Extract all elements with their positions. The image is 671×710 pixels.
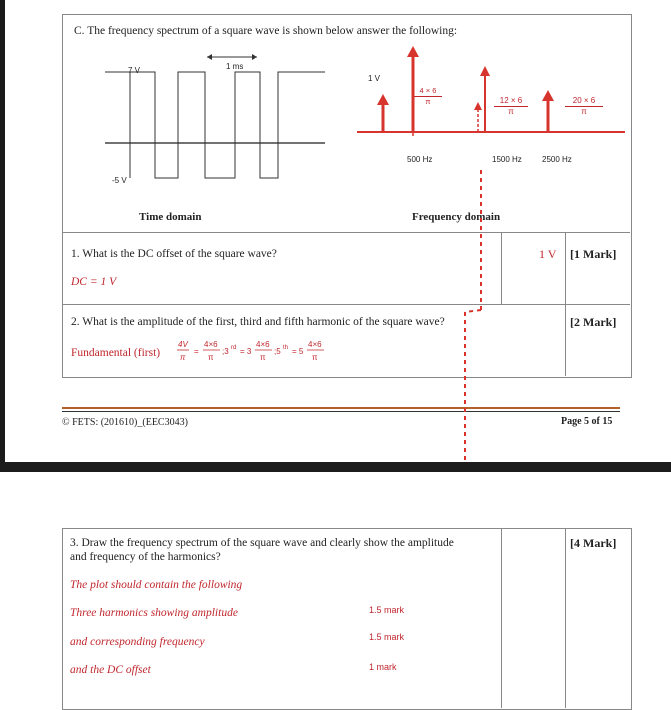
- svg-text:π: π: [312, 353, 318, 362]
- svg-text:= 5: = 5: [292, 347, 304, 356]
- svg-text:4×6: 4×6: [256, 340, 270, 349]
- q3-item-dc-mark: 1 mark: [369, 662, 397, 672]
- svg-text:π: π: [260, 353, 266, 362]
- dc-amplitude-label: 1 V: [368, 74, 381, 83]
- q3-question-line2: and frequency of the harmonics?: [70, 551, 221, 563]
- q2-answer-formula: [176, 337, 366, 369]
- row-separator: [62, 304, 630, 305]
- page-edge: [0, 0, 5, 462]
- harmonic-1-freq: 500 Hz: [407, 155, 433, 164]
- q3-item-intro: The plot should contain the following: [70, 579, 243, 591]
- svg-text:=: =: [194, 347, 199, 356]
- svg-text:4×6: 4×6: [204, 340, 218, 349]
- harmonic-1-amp: 4 × 6 π: [414, 86, 442, 106]
- svg-text:4×6: 4×6: [308, 340, 322, 349]
- time-domain-label: Time domain: [139, 211, 202, 223]
- frequency-domain-label: Frequency domain: [412, 211, 501, 223]
- q1-answer: DC = 1 V: [71, 276, 117, 288]
- svg-text:= 3: = 3: [240, 347, 252, 356]
- svg-text:π: π: [208, 353, 214, 362]
- row-separator: [62, 232, 630, 233]
- q3-mark: [4 Mark]: [570, 536, 617, 550]
- svg-text:rd: rd: [231, 345, 237, 351]
- q1-mark-answer: 1 V: [539, 247, 557, 261]
- q3-item-frequency-mark: 1.5 mark: [369, 632, 405, 642]
- period-label: 1 ms: [226, 62, 244, 71]
- footer-right: Page 5 of 15: [561, 416, 613, 427]
- q2-mark: [2 Mark]: [570, 315, 617, 329]
- q3-item-frequency: and corresponding frequency: [70, 636, 205, 648]
- svg-text:4V: 4V: [178, 340, 188, 349]
- exam-page-2: [0, 472, 671, 700]
- q2-question: 2. What is the amplitude of the first, third and fifth harmonic of the square wave?: [71, 316, 445, 328]
- col-separator: [501, 232, 502, 304]
- q3-question-line1: 3. Draw the frequency spectrum of the square wave and clearly show the amplitude: [70, 537, 454, 549]
- footer-left: © FETS: (201610)_(EEC3043): [62, 417, 188, 428]
- svg-text:th: th: [283, 345, 289, 351]
- annotation-dashed-line: [455, 170, 485, 465]
- footer-rule: [62, 407, 620, 409]
- footer-rule-thin: [62, 411, 620, 412]
- col-separator: [501, 528, 502, 708]
- harmonic-3-freq: 1500 Hz: [492, 155, 522, 164]
- svg-text:;5: ;5: [274, 347, 281, 356]
- svg-text:π: π: [180, 353, 186, 362]
- svg-text:;3: ;3: [222, 347, 229, 356]
- q1-question: 1. What is the DC offset of the square wave?: [71, 248, 277, 260]
- section-title: C. The frequency spectrum of a square wave is shown below answer the following:: [74, 25, 458, 37]
- q3-item-harmonics: Three harmonics showing amplitude: [70, 607, 238, 619]
- col-separator: [565, 232, 566, 376]
- page-gap: [0, 462, 671, 472]
- q2-answer-prefix: Fundamental (first): [71, 347, 161, 359]
- harmonic-5-amp: 20 × 6 π: [565, 96, 603, 116]
- harmonic-3-amp: 12 × 6 π: [494, 96, 528, 116]
- q1-mark: [1 Mark]: [570, 247, 617, 261]
- v-low-label: -5 V: [112, 176, 127, 185]
- q3-item-harmonics-mark: 1.5 mark: [369, 605, 405, 615]
- col-separator: [565, 528, 566, 708]
- harmonic-5-freq: 2500 Hz: [542, 155, 572, 164]
- q3-item-dc: and the DC offset: [70, 664, 151, 676]
- v-high-label: 7 V: [128, 66, 141, 75]
